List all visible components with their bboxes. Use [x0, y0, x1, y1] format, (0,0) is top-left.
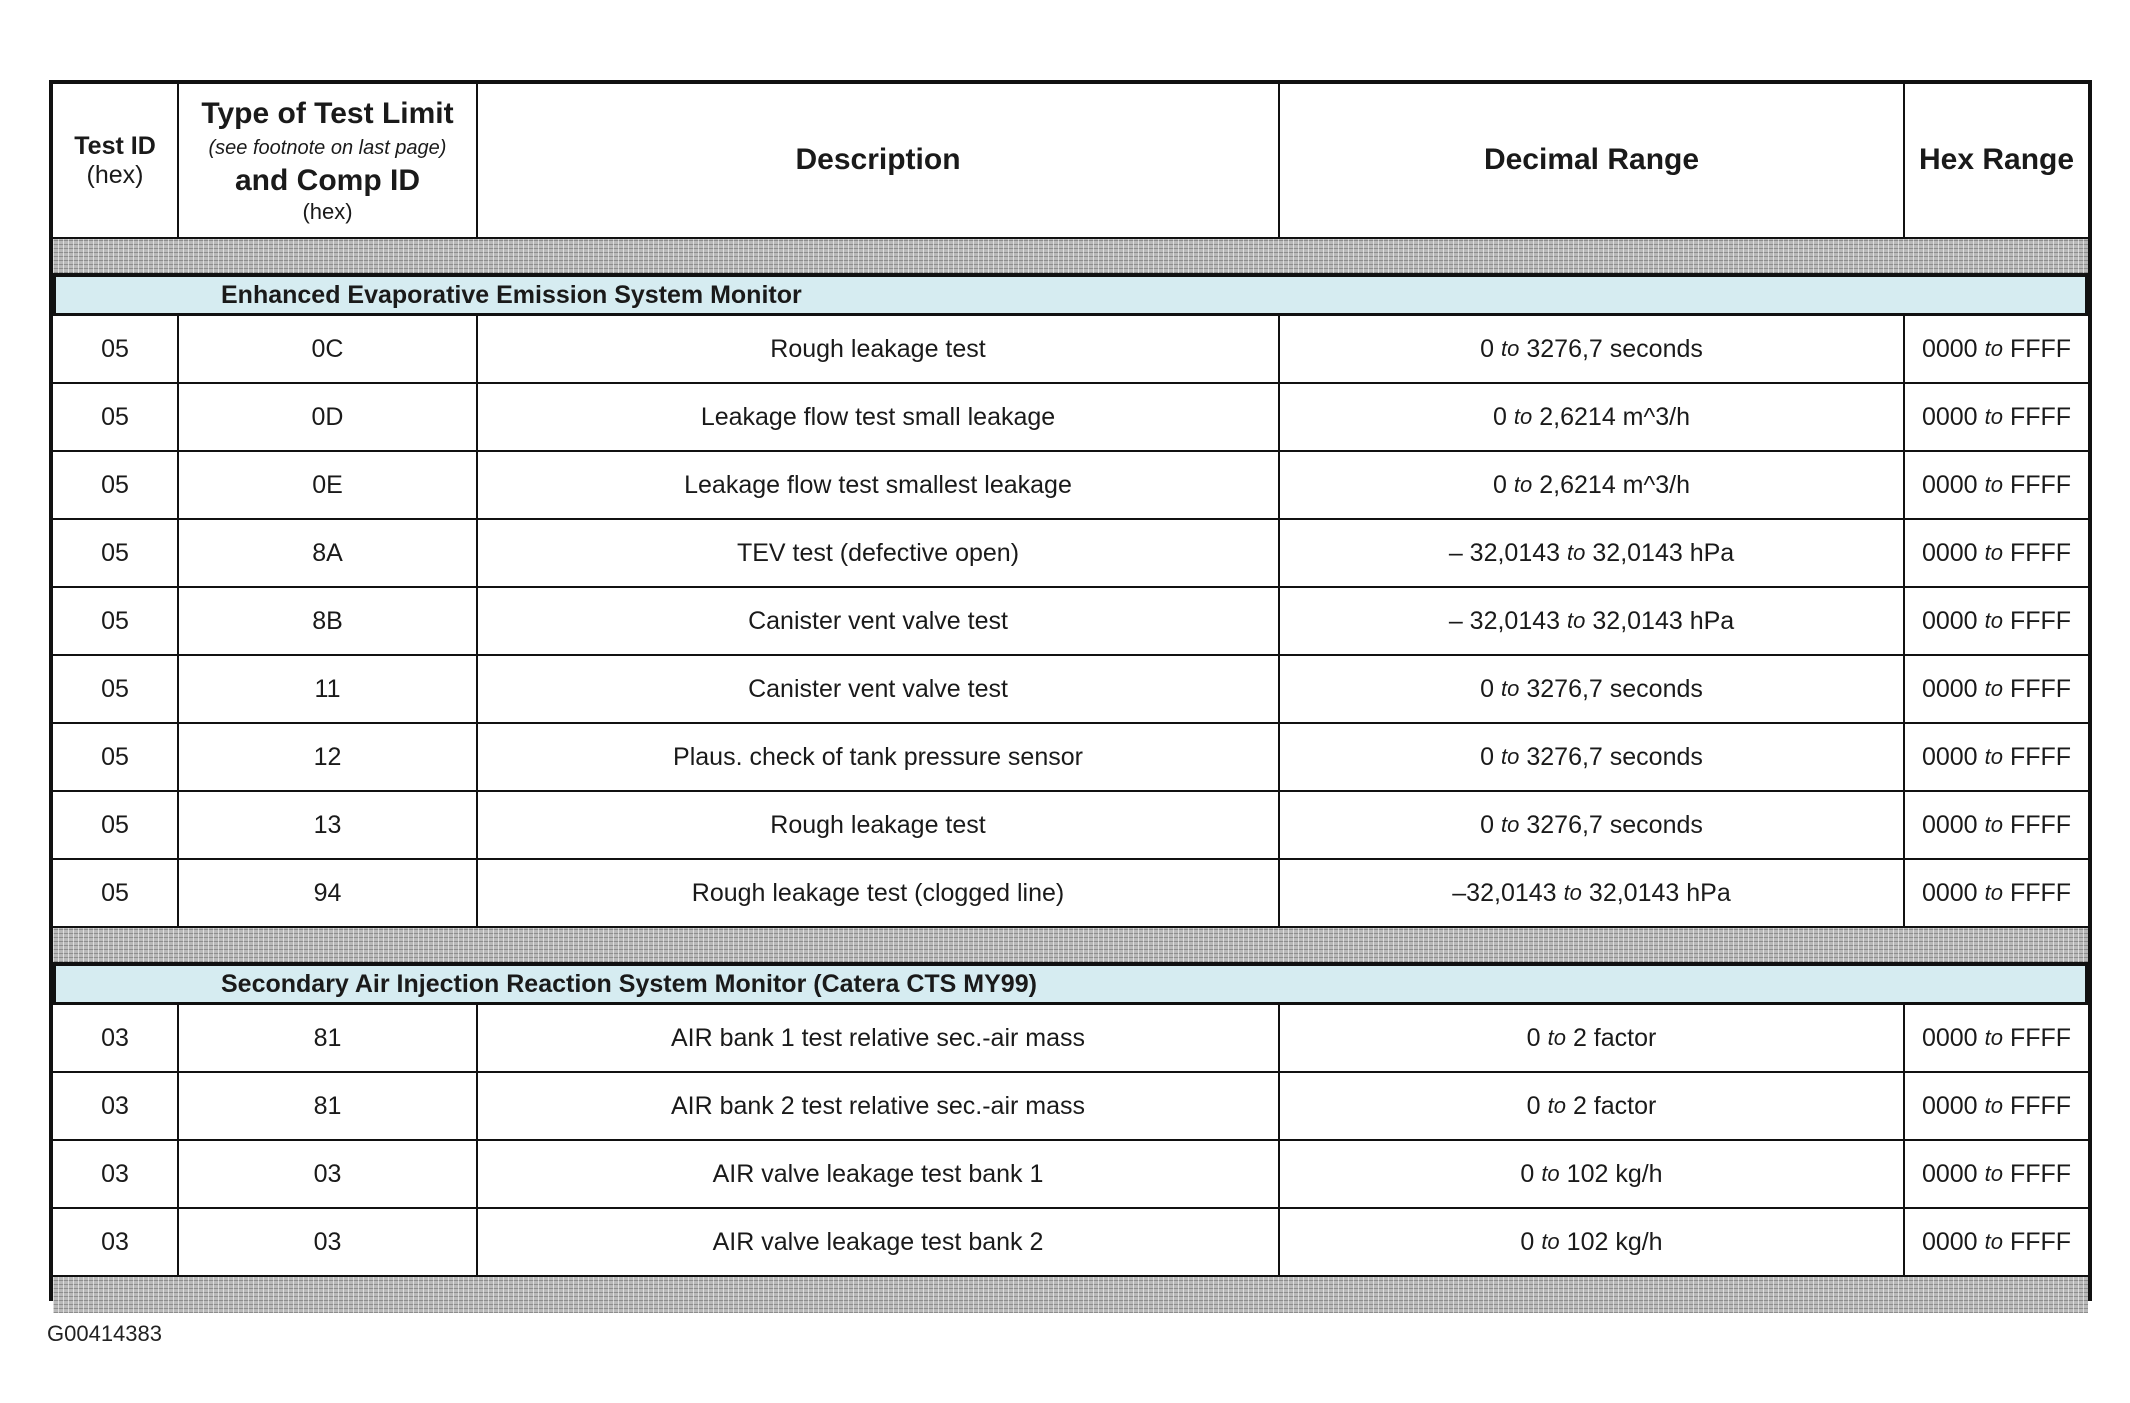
range-to-word: to [1541, 1229, 1560, 1254]
cell-hex-range [1905, 860, 2088, 928]
range-from: 0000 [1921, 402, 1978, 431]
cell-description: AIR bank 2 test relative sec.-air mass [478, 1073, 1280, 1141]
range-from: 0000 [1921, 1227, 1978, 1256]
cell-comp-id: 03 [179, 1141, 478, 1209]
cell-hex-range [1905, 520, 2088, 588]
range-to: 32,0143 hPa [1588, 878, 1731, 907]
header-test-id [53, 84, 179, 239]
cell-hex-range [1905, 1005, 2088, 1073]
cell-hex-range [1905, 1141, 2088, 1209]
range-from: 0000 [1921, 742, 1978, 771]
range-to: FFFF [2009, 810, 2072, 839]
range-to: 2,6214 m^3/h [1539, 470, 1690, 499]
cell-description: AIR valve leakage test bank 1 [478, 1141, 1280, 1209]
cell-decimal-range [1280, 1209, 1905, 1277]
cell-decimal-range [1280, 520, 1905, 588]
cell-decimal-range [1280, 588, 1905, 656]
cell-decimal-range [1280, 1141, 1905, 1209]
range-from: 0000 [1921, 334, 1978, 363]
range-from: 0000 [1921, 674, 1978, 703]
cell-decimal-range [1280, 724, 1905, 792]
cell-comp-id: 0D [179, 384, 478, 452]
cell-hex-range [1905, 1209, 2088, 1277]
range-to: 3276,7 seconds [1526, 810, 1703, 839]
range-to-word: to [1984, 1025, 2003, 1050]
range-to: 32,0143 hPa [1592, 606, 1735, 635]
cell-hex-range [1905, 588, 2088, 656]
range-to: FFFF [2009, 334, 2072, 363]
cell-comp-id: 13 [179, 792, 478, 860]
range-to-word: to [1501, 676, 1520, 701]
range-to-word: to [1567, 540, 1586, 565]
cell-test-id: 03 [53, 1005, 179, 1073]
range-to: 2 factor [1572, 1023, 1657, 1052]
header-hex-range: Hex Range [1905, 84, 2088, 239]
range-to-word: to [1984, 336, 2003, 361]
range-to-word: to [1567, 608, 1586, 633]
cell-description: Canister vent valve test [478, 588, 1280, 656]
cell-decimal-range [1280, 1073, 1905, 1141]
range-to-word: to [1984, 1161, 2003, 1186]
range-from: 0 [1480, 334, 1494, 363]
range-to-word: to [1547, 1025, 1566, 1050]
cell-description: Plaus. check of tank pressure sensor [478, 724, 1280, 792]
range-to: FFFF [2009, 878, 2072, 907]
range-to: 3276,7 seconds [1526, 742, 1703, 771]
separator-band [53, 239, 2088, 275]
cell-comp-id: 03 [179, 1209, 478, 1277]
range-from: 0 [1520, 1159, 1535, 1188]
range-from: 0 [1526, 1091, 1541, 1120]
range-to-word: to [1501, 744, 1520, 769]
header-type-footnote: (see footnote on last page) [208, 137, 447, 160]
cell-decimal-range [1280, 384, 1905, 452]
range-to: FFFF [2009, 470, 2072, 499]
cell-hex-range [1905, 1073, 2088, 1141]
range-to-word: to [1984, 404, 2003, 429]
range-from: 0000 [1921, 810, 1978, 839]
range-from: 0 [1480, 674, 1494, 703]
range-to: FFFF [2009, 538, 2072, 567]
cell-description: Rough leakage test [478, 316, 1280, 384]
range-to: 3276,7 seconds [1526, 674, 1703, 703]
cell-test-id: 05 [53, 316, 179, 384]
cell-decimal-range [1280, 316, 1905, 384]
range-to-word: to [1513, 404, 1533, 429]
range-to: FFFF [2009, 1091, 2072, 1120]
range-to: 102 kg/h [1566, 1159, 1663, 1188]
header-comp-id-unit: (hex) [302, 198, 353, 224]
range-to-word: to [1501, 812, 1520, 837]
range-to: 102 kg/h [1566, 1227, 1663, 1256]
cell-comp-id: 0E [179, 452, 478, 520]
cell-description: AIR valve leakage test bank 2 [478, 1209, 1280, 1277]
range-to-word: to [1563, 880, 1582, 905]
test-limit-table [49, 80, 2092, 1301]
cell-comp-id: 8B [179, 588, 478, 656]
range-to-word: to [1984, 1093, 2003, 1118]
range-from: 0000 [1921, 606, 1978, 635]
cell-hex-range [1905, 656, 2088, 724]
range-from: 0 [1480, 742, 1494, 771]
range-to: 2,6214 m^3/h [1539, 402, 1690, 431]
cell-comp-id: 0C [179, 316, 478, 384]
range-to-word: to [1984, 472, 2003, 497]
figure-id: G00414383 [47, 1321, 162, 1346]
range-from: 0 [1493, 470, 1507, 499]
cell-comp-id: 81 [179, 1005, 478, 1073]
cell-decimal-range [1280, 1005, 1905, 1073]
range-to: 32,0143 hPa [1592, 538, 1735, 567]
range-from: 0 [1493, 402, 1507, 431]
cell-description: TEV test (defective open) [478, 520, 1280, 588]
range-to-word: to [1541, 1161, 1560, 1186]
header-comp-id-label: and Comp ID [235, 164, 420, 198]
range-to-word: to [1984, 676, 2003, 701]
cell-hex-range [1905, 316, 2088, 384]
cell-decimal-range [1280, 656, 1905, 724]
range-to: FFFF [2009, 674, 2072, 703]
range-to-word: to [1984, 744, 2003, 769]
header-type-label: Type of Test Limit [201, 96, 454, 130]
range-to-word: to [1984, 1229, 2003, 1254]
range-to: FFFF [2009, 606, 2072, 635]
header-decimal-range: Decimal Range [1280, 84, 1905, 239]
range-to-word: to [1984, 540, 2003, 565]
header-test-id-unit: (hex) [86, 160, 144, 189]
cell-description: Rough leakage test (clogged line) [478, 860, 1280, 928]
section-title: Secondary Air Injection Reaction System Monitor (Catera CTS MY99) [53, 964, 2088, 1005]
cell-test-id: 05 [53, 520, 179, 588]
range-from: – 32,0143 [1448, 538, 1561, 567]
range-to-word: to [1547, 1093, 1566, 1118]
header-description: Description [478, 84, 1280, 239]
header-test-id-label: Test ID [74, 131, 156, 160]
section-title: Enhanced Evaporative Emission System Monitor [53, 275, 2088, 316]
cell-test-id: 05 [53, 452, 179, 520]
range-from: 0000 [1921, 470, 1978, 499]
range-to: 2 factor [1572, 1091, 1657, 1120]
range-to: FFFF [2009, 1227, 2072, 1256]
range-from: 0 [1520, 1227, 1535, 1256]
range-to-word: to [1984, 880, 2003, 905]
cell-test-id: 03 [53, 1209, 179, 1277]
cell-comp-id: 12 [179, 724, 478, 792]
range-from: 0 [1526, 1023, 1541, 1052]
range-to: 3276,7 seconds [1526, 334, 1703, 363]
cell-test-id: 03 [53, 1073, 179, 1141]
cell-test-id: 05 [53, 656, 179, 724]
cell-test-id: 03 [53, 1141, 179, 1209]
range-to: FFFF [2009, 1159, 2072, 1188]
cell-decimal-range [1280, 792, 1905, 860]
cell-description: Leakage flow test small leakage [478, 384, 1280, 452]
cell-test-id: 05 [53, 724, 179, 792]
cell-description: Rough leakage test [478, 792, 1280, 860]
header-type-comp-id [179, 84, 478, 239]
range-to: FFFF [2009, 742, 2072, 771]
range-from: 0000 [1921, 878, 1978, 907]
cell-hex-range [1905, 452, 2088, 520]
range-from: 0000 [1921, 1023, 1978, 1052]
cell-hex-range [1905, 384, 2088, 452]
cell-comp-id: 94 [179, 860, 478, 928]
cell-description: Leakage flow test smallest leakage [478, 452, 1280, 520]
cell-test-id: 05 [53, 588, 179, 656]
cell-hex-range [1905, 724, 2088, 792]
range-to-word: to [1984, 812, 2003, 837]
cell-comp-id: 81 [179, 1073, 478, 1141]
range-from: 0000 [1921, 538, 1978, 567]
cell-decimal-range [1280, 452, 1905, 520]
cell-decimal-range [1280, 860, 1905, 928]
separator-band [53, 1277, 2088, 1313]
cell-description: Canister vent valve test [478, 656, 1280, 724]
cell-test-id: 05 [53, 384, 179, 452]
cell-test-id: 05 [53, 792, 179, 860]
range-from: 0000 [1921, 1091, 1978, 1120]
range-to-word: to [1513, 472, 1533, 497]
range-from: –32,0143 [1452, 878, 1557, 907]
separator-band [53, 928, 2088, 964]
range-to: FFFF [2009, 1023, 2072, 1052]
cell-description: AIR bank 1 test relative sec.-air mass [478, 1005, 1280, 1073]
range-from: 0000 [1921, 1159, 1978, 1188]
cell-comp-id: 8A [179, 520, 478, 588]
range-from: 0 [1480, 810, 1494, 839]
range-to-word: to [1501, 336, 1520, 361]
range-from: – 32,0143 [1448, 606, 1561, 635]
cell-test-id: 05 [53, 860, 179, 928]
cell-hex-range [1905, 792, 2088, 860]
range-to: FFFF [2009, 402, 2072, 431]
range-to-word: to [1984, 608, 2003, 633]
cell-comp-id: 11 [179, 656, 478, 724]
